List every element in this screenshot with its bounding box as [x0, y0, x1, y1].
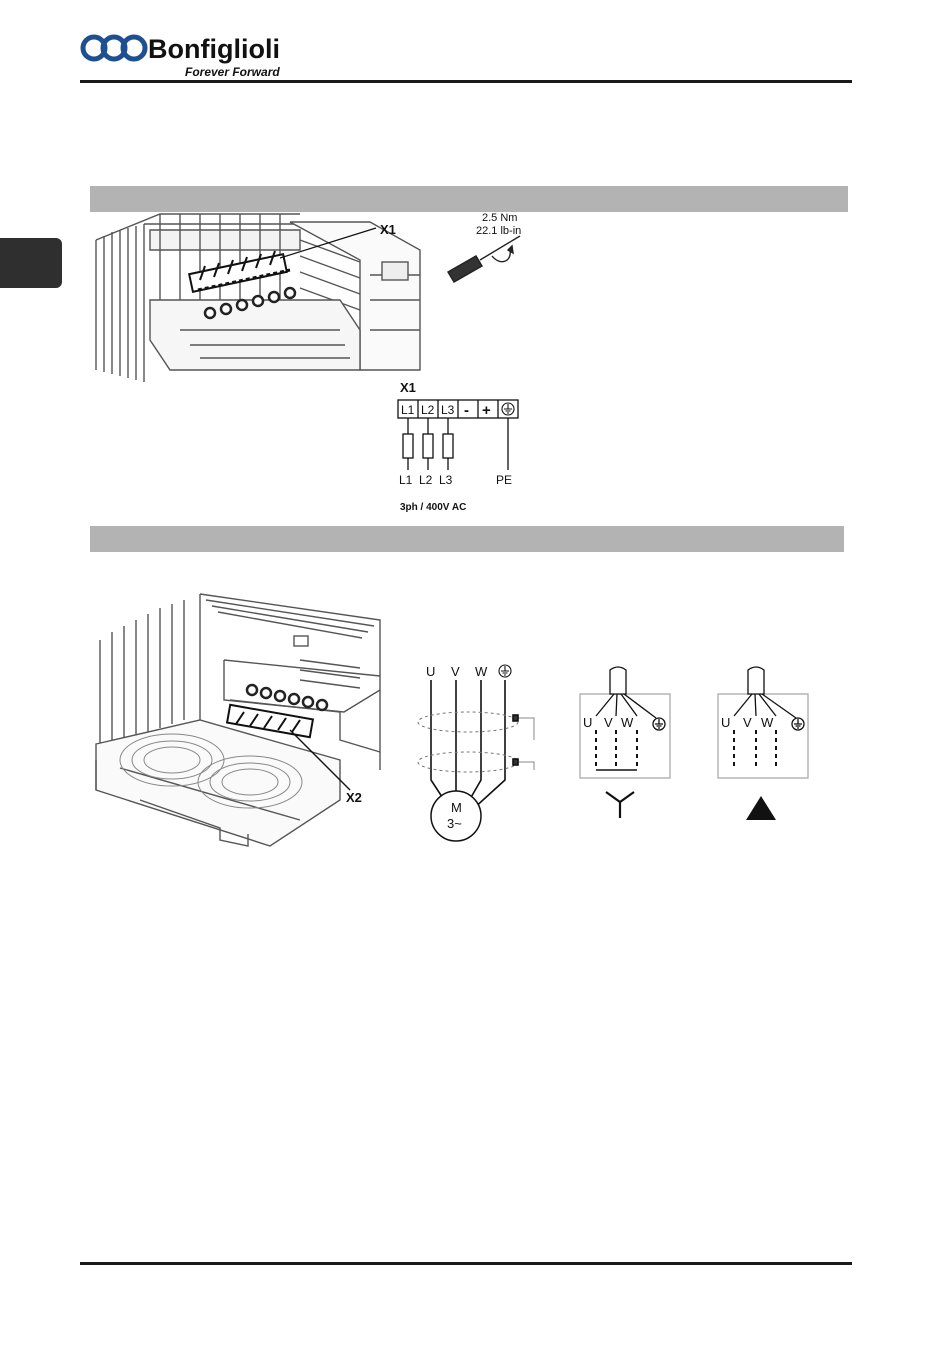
- delta-phase-V: V: [743, 715, 752, 730]
- earth-symbol-icon: [502, 403, 514, 415]
- motor-terminal-ref: X2: [346, 790, 362, 805]
- star-phase-V: V: [604, 715, 613, 730]
- torque-lbin: 22.1 lb-in: [476, 225, 522, 237]
- supply-line-L2: L2: [419, 473, 433, 487]
- earth-symbol-icon: [792, 718, 804, 730]
- delta-symbol-icon: [746, 796, 776, 820]
- supply-line-L1: L1: [399, 473, 413, 487]
- mains-terminal-ref: X1: [380, 222, 396, 237]
- device-illustration-motor: [96, 594, 380, 846]
- supply-line-L3: L3: [439, 473, 453, 487]
- star-phase-U: U: [583, 715, 593, 730]
- earth-symbol-icon: [653, 718, 665, 730]
- terminal-block-label: X1: [400, 380, 416, 395]
- delta-phase-W: W: [761, 715, 774, 730]
- terminal-dc-minus: -: [464, 402, 469, 419]
- mains-terminal-block: [398, 400, 518, 470]
- delta-phase-U: U: [721, 715, 731, 730]
- device-illustration-mains: [96, 214, 420, 382]
- motor-label: M: [451, 800, 462, 815]
- terminal-L2: L2: [421, 403, 435, 417]
- terminal-dc-plus: +: [482, 402, 491, 419]
- star-symbol-icon: [606, 792, 634, 818]
- supply-note: 3ph / 400V AC: [400, 502, 467, 513]
- screwdriver-icon: [448, 236, 520, 282]
- torque-nm: 2.5 Nm: [482, 212, 518, 224]
- brand-name: Bonfiglioli: [148, 34, 280, 64]
- pe-label: PE: [496, 473, 513, 487]
- phase-U: U: [426, 664, 436, 679]
- star-phase-W: W: [621, 715, 634, 730]
- motor-sublabel: 3~: [447, 816, 462, 831]
- motor-cable-wiring: [418, 680, 534, 841]
- brand-tagline: Forever Forward: [185, 65, 280, 79]
- terminal-L3: L3: [441, 403, 455, 417]
- terminal-L1: L1: [401, 403, 415, 417]
- phase-V: V: [451, 664, 460, 679]
- earth-symbol-icon: [499, 665, 511, 677]
- phase-W: W: [475, 664, 488, 679]
